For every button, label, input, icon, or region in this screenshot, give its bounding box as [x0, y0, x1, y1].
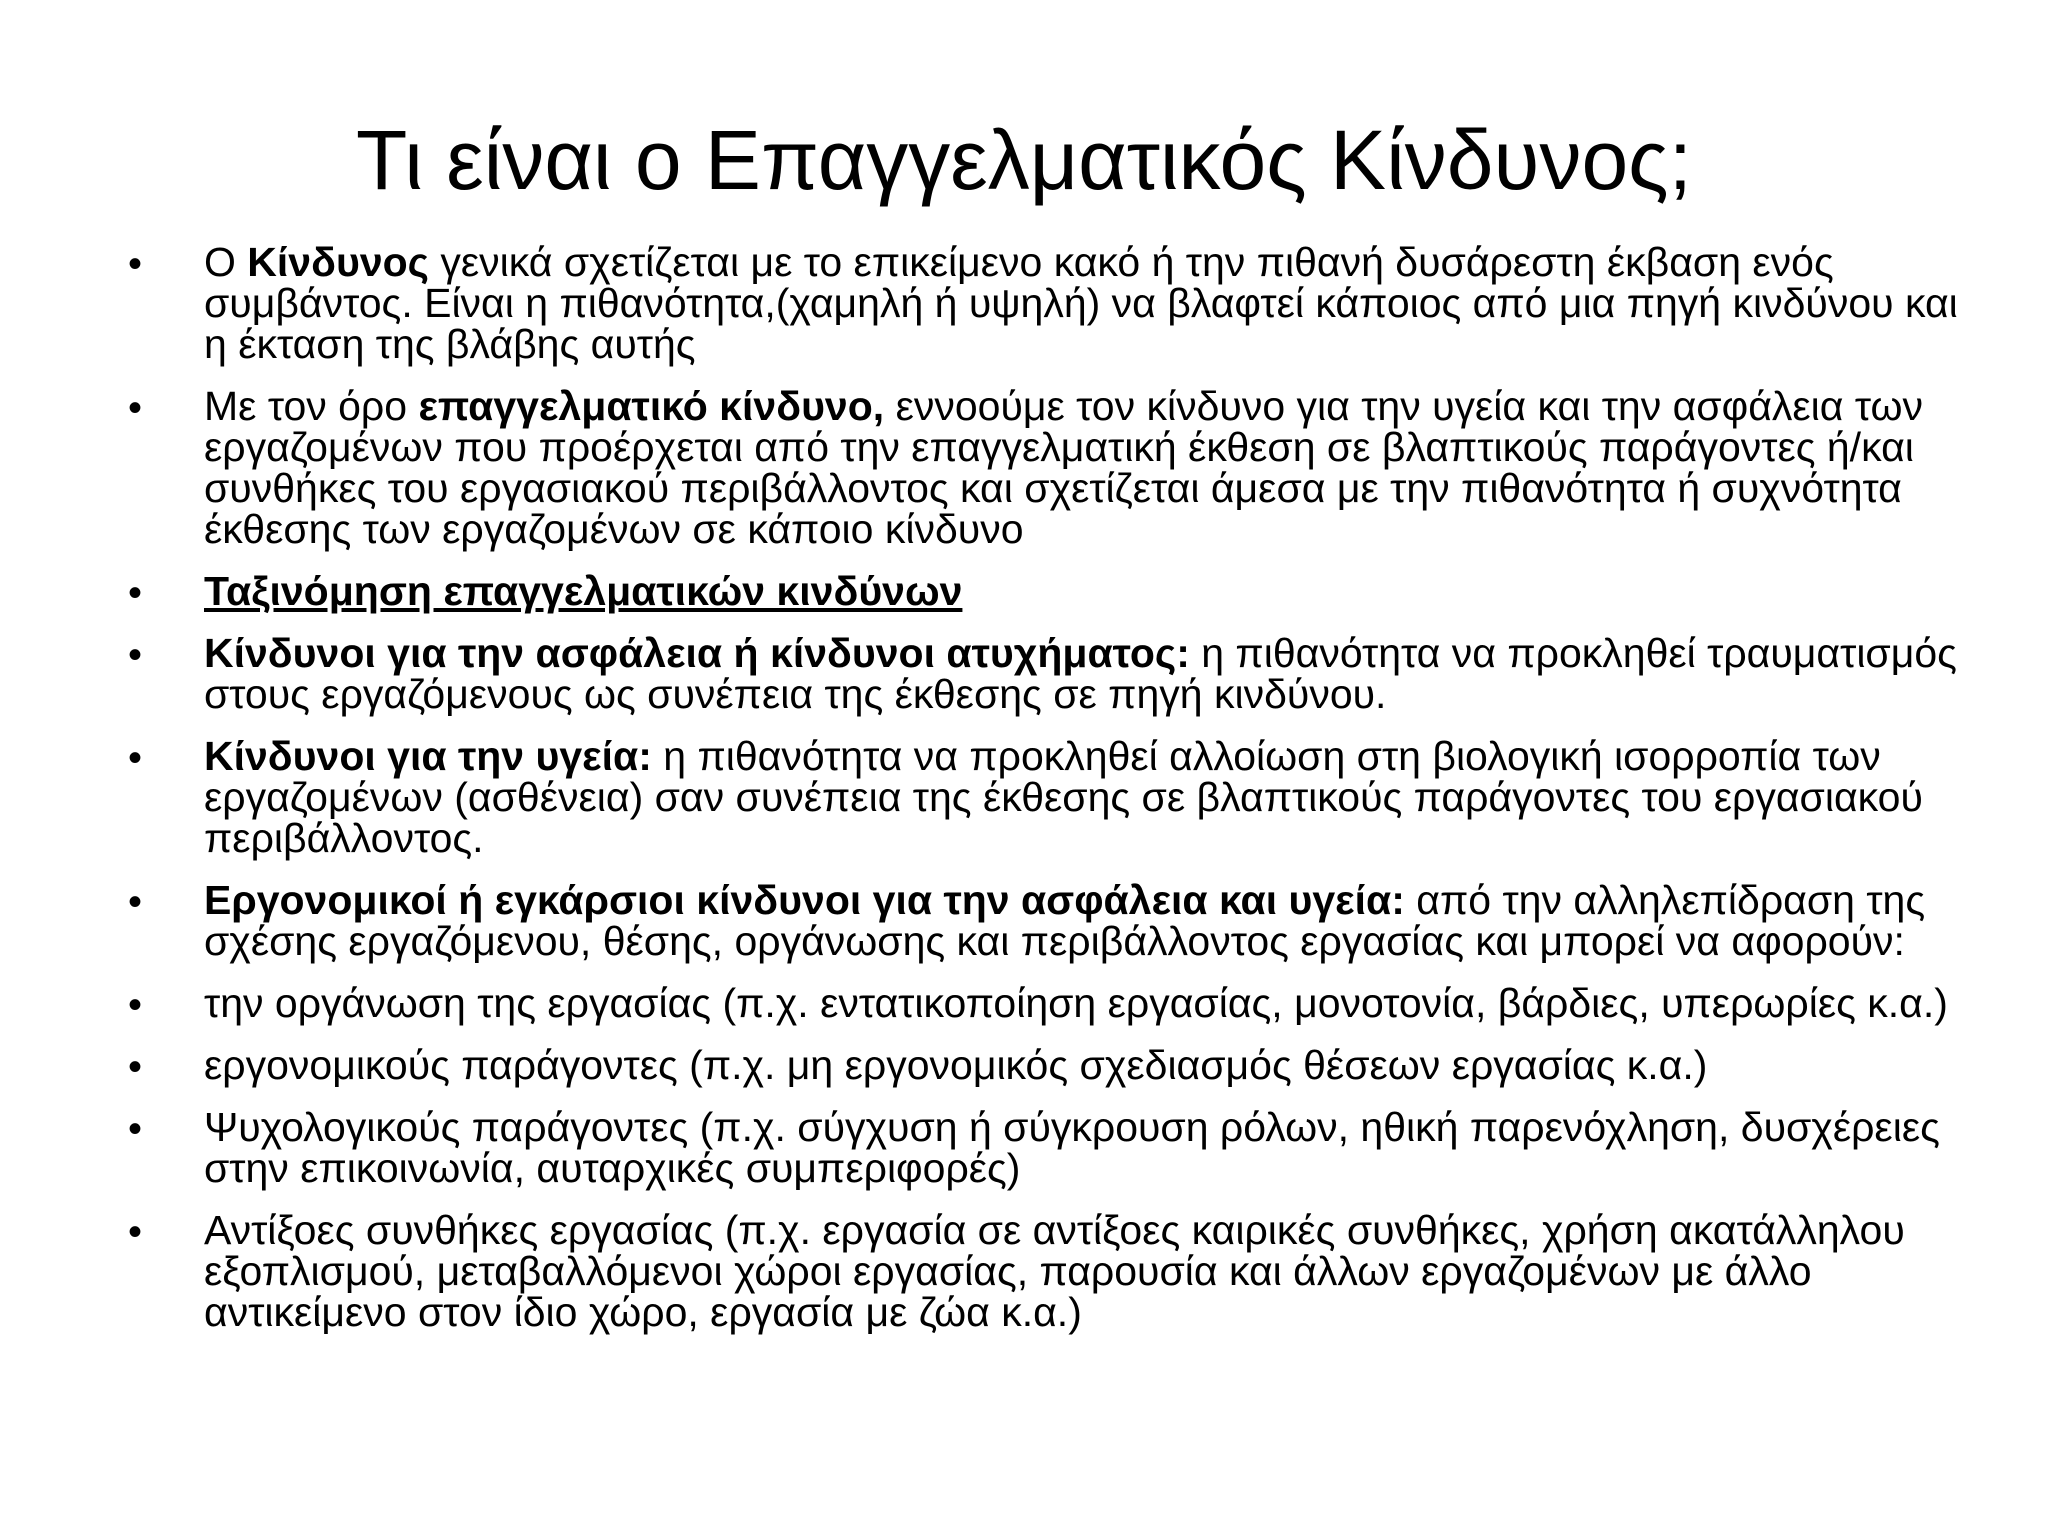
item-text: η πιθανότητα να προκληθεί αλλοίωση στη βιολογική ισορροπία των εργαζομένων (ασθένεια) σαν συνέπεια της έκθεσης σε βλαπτικούς παράγοντες του εργασιακού περιβάλλοντος. [204, 733, 1923, 861]
item-text: εργονομικούς παράγοντες (π.χ. μη εργονομικός σχεδιασμός θέσεων εργασίας κ.α.) [204, 1042, 1708, 1088]
item-lead: Κίνδυνοι για την ασφάλεια ή κίνδυνοι ατυχήματος: [204, 630, 1190, 676]
item-lead: Κίνδυνοι για την υγεία: [204, 733, 652, 779]
list-item [128, 383, 1958, 552]
bullet-icon: • [128, 1107, 143, 1151]
list-item [128, 239, 1958, 367]
list-item [128, 1104, 1958, 1191]
list-item [128, 1042, 1958, 1089]
bullet-list [128, 239, 1958, 1354]
item-text: την οργάνωση της εργασίας (π.χ. εντατικοποίηση εργασίας, μονοτονία, βάρδιες, υπερωρίες κ.α.) [204, 980, 1948, 1026]
bullet-icon: • [128, 571, 143, 615]
bullet-icon: • [128, 386, 143, 430]
slide-title: Τι είναι ο Επαγγελματικός Κίνδυνος; [356, 113, 1692, 207]
bullet-icon: • [128, 242, 143, 286]
bullet-icon: • [128, 633, 143, 677]
list-item [128, 630, 1958, 717]
bullet-icon: • [128, 1045, 143, 1089]
item-text: γενικά σχετίζεται με το επικείμενο κακό ή την πιθανή δυσάρεστη έκβαση ενός συμβάντος. Είναι η πιθανότητα,(χαμηλή ή υψηλή) να βλαφτεί κάποιος από μια πηγή κινδύνου και η έκταση της βλάβης αυτής [204, 239, 1958, 367]
bullet-icon: • [128, 880, 143, 924]
item-text: Ψυχολογικούς παράγοντες (π.χ. σύγχυση ή σύγκρουση ρόλων, ηθική παρενόχληση, δυσχέρειες στην επικοινωνία, αυταρχικές συμπεριφορές) [204, 1104, 1940, 1191]
list-item [128, 1207, 1958, 1335]
item-text: εννοούμε τον κίνδυνο για την υγεία και την ασφάλεια των εργαζομένων που προέρχεται από την επαγγελματική έκθεση σε βλαπτικούς παράγοντες ή/και συνθήκες του εργασιακού περιβάλλοντος και σχετίζεται άμεσα με την πιθανότητα ή συχνότητα έκθεσης των εργαζομένων σε κάποιο κίνδυνο [204, 383, 1924, 552]
item-text: η πιθανότητα να προκληθεί τραυματισμός στους εργαζόμενους ως συνέπεια της έκθεσης σε πηγή κινδύνου. [204, 630, 1957, 717]
item-text: από την αλληλεπίδραση της σχέσης εργαζόμενου, θέσης, οργάνωσης και περιβάλλοντος εργασίας και μπορεί να αφορούν: [204, 877, 1926, 964]
item-lead: Κίνδυνος [247, 239, 429, 285]
list-item [128, 877, 1958, 964]
list-item [128, 568, 1958, 615]
bullet-icon: • [128, 983, 143, 1027]
bullet-icon: • [128, 736, 143, 780]
item-text: Αντίξοες συνθήκες εργασίας (π.χ. εργασία σε αντίξοες καιρικές συνθήκες, χρήση ακατάλληλου εξοπλισμού, μεταβαλλόμενοι χώροι εργασίας, παρουσία και άλλων εργαζομένων με άλλο αντικείμενο στον ίδιο χώρο, εργασία με ζώα κ.α.) [204, 1207, 1905, 1335]
item-lead: Εργονομικοί ή εγκάρσιοι κίνδυνοι για την ασφάλεια και υγεία: [204, 877, 1405, 923]
item-prefix: Ο [204, 239, 248, 285]
item-prefix: Με τον όρο [204, 383, 419, 429]
list-item [128, 733, 1958, 861]
section-heading: Ταξινόμηση επαγγελματικών κινδύνων [204, 568, 963, 614]
item-lead: επαγγελματικό κίνδυνο, [418, 383, 885, 429]
bullet-icon: • [128, 1210, 143, 1254]
list-item [128, 980, 1958, 1027]
